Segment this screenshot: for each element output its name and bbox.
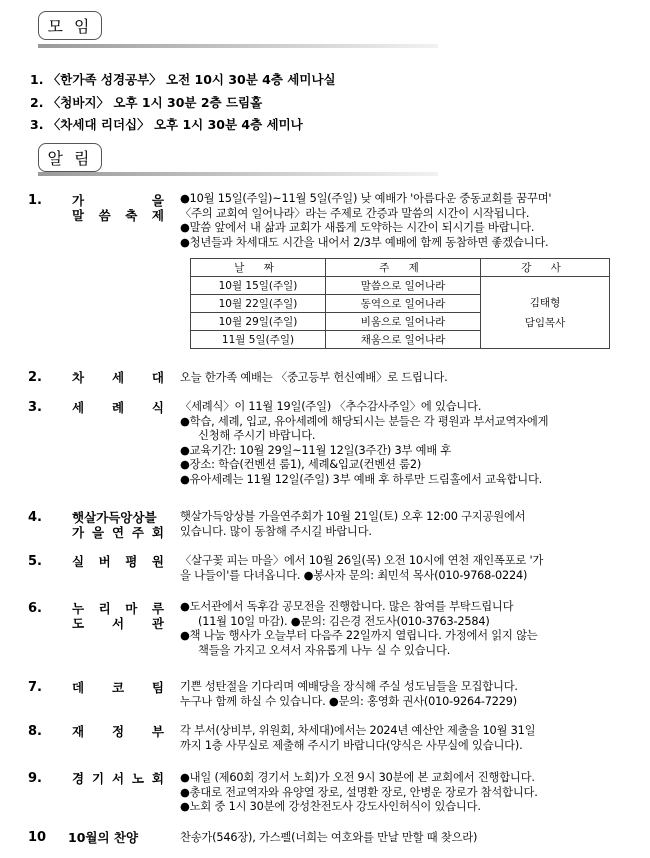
notice-body: 찬송가(546장), 가스펠(너희는 여호와를 만날 만할 때 찾으라)	[180, 831, 478, 844]
notice-number: 1.	[28, 193, 42, 208]
notice-label: 가 을 말 씀 축 제	[72, 193, 164, 223]
table-cell: 동역으로 일어나라	[326, 295, 481, 313]
table-cell: 말씀으로 일어나라	[326, 277, 481, 295]
notice-number: 8.	[28, 724, 42, 739]
notice-number: 2.	[28, 370, 42, 385]
notice-number: 4.	[28, 510, 42, 525]
meeting-item-3: 3. 〈차세대 리더십〉 오후 1시 30분 4층 세미나	[30, 117, 303, 132]
meetings-divider	[38, 44, 438, 48]
notice-label: 세 례 식	[72, 400, 164, 415]
notice-label: 10월의 찬양	[68, 830, 139, 845]
table-cell: 11월 5일(주일)	[191, 331, 326, 349]
notice-label: 실 버 평 원	[72, 554, 164, 569]
notice-number: 7.	[28, 680, 42, 695]
notice-label: 누 리 마 루 도 서 관	[72, 601, 164, 631]
notice-number: 3.	[28, 400, 42, 415]
notice-body: 오늘 한가족 예배는 〈중고등부 헌신예배〉로 드립니다.	[180, 371, 448, 384]
table-header: 강 사	[481, 259, 610, 277]
notice-label: 데 코 팀	[72, 680, 164, 695]
notice-label: 차 세 대	[72, 370, 164, 385]
meetings-title: 모 임	[38, 11, 102, 40]
notice-body: ●10월 15일(주일)~11월 5일(주일) 낮 예배가 '아름다운 중동교회를 꿈꾸며' 〈주의 교회여 일어나라〉라는 주제로 간증과 말씀의 시간이 시작됩니다. ●말씀 앞에서 내 삶과 교회가 새롭게 도약하는 시간이 되시기를 바랍니다. ●청년들과 차세대도 시간을 내어서 2/3부 예배에 함께 동참하면 좋겠습니다.	[180, 192, 552, 249]
notice-label: 햇살가득앙상블 가 을 연 주 회	[72, 510, 164, 540]
sermon-schedule-table	[190, 258, 610, 349]
notice-body: ●도서관에서 독후감 공모전을 진행합니다. 많은 참여를 부탁드립니다 (11월 10일 마감). ●문의: 김은경 전도사(010-3763-2584) ●책 나눔 행사가 오늘부터 다음주 22일까지 열립니다. 가정에서 읽지 않는 책들을 가지고 오셔서 자유롭게 나누 실 수 있습니다.	[180, 600, 538, 657]
table-cell: 채움으로 일어나라	[326, 331, 481, 349]
notice-body: ●내일 (제60회 경기서 노회)가 오전 9시 30분에 본 교회에서 진행합니다. ●총대로 전교역자와 유양열 장로, 설명환 장로, 안병운 장로가 참석합니다. ●노회 중 1시 30분에 강성찬전도사 강도사인허식이 있습니다.	[180, 771, 538, 813]
meeting-item-1: 1. 〈한가족 성경공부〉 오전 10시 30분 4층 세미나실	[30, 72, 336, 87]
notice-number: 10	[28, 830, 47, 845]
speaker-cell: 김태형 담임목사	[481, 277, 610, 349]
meeting-item-2: 2. 〈청바지〉 오후 1시 30분 2층 드림홀	[30, 95, 263, 110]
notice-body: 〈세례식〉이 11월 19일(주일) 〈추수감사주일〉에 있습니다. ●학습, 세례, 입교, 유아세례에 해당되시는 분들은 각 평원과 부서교역자에게 신청해 주시기 바랍니다. ●교육기간: 10월 29일~11월 12일(3주간) 3부 예배 후 ●장소: 학습(컨벤션 룸1), 세례&입교(컨벤션 룸2) ●유아세례는 11월 12일(주일) 3부 예배 후 하루만 드림홀에서 교육합니다.	[180, 400, 549, 486]
table-cell: 10월 22일(주일)	[191, 295, 326, 313]
notices-divider	[38, 172, 438, 176]
table-header: 날 짜	[191, 259, 326, 277]
notice-body: 햇살가득앙상블 가을연주회가 10월 21일(토) 오후 12:00 구지공원에서 있습니다. 많이 동참해 주시길 바랍니다.	[180, 510, 526, 538]
notice-body: 각 부서(상비부, 위원회, 차세대)에서는 2024년 예산안 제출을 10월 31일 까지 1층 사무실로 제출해 주시기 바랍니다(양식은 사무실에 있습니다).	[180, 724, 536, 752]
notice-body: 〈살구꽃 피는 마을〉에서 10월 26일(목) 오전 10시에 연천 재인폭포로 '가 을 나들이'를 다녀옵니다. ●봉사자 문의: 최민석 목사(010-9768-0224)	[180, 554, 544, 582]
notice-body: 기쁜 성탄절을 기다리며 예배당을 장식해 주실 성도님들을 모집합니다. 누구나 함께 하실 수 있습니다. ●문의: 홍영화 권사(010-9264-7229)	[180, 680, 518, 708]
notices-title: 알 림	[38, 143, 102, 172]
table-cell: 비움으로 일어나라	[326, 313, 481, 331]
notice-number: 9.	[28, 771, 42, 786]
notice-label: 경 기 서 노 회	[72, 771, 164, 786]
table-header: 주 제	[326, 259, 481, 277]
table-cell: 10월 29일(주일)	[191, 313, 326, 331]
notice-number: 5.	[28, 554, 42, 569]
table-cell: 10월 15일(주일)	[191, 277, 326, 295]
notice-label: 재 정 부	[72, 724, 164, 739]
notice-number: 6.	[28, 601, 42, 616]
